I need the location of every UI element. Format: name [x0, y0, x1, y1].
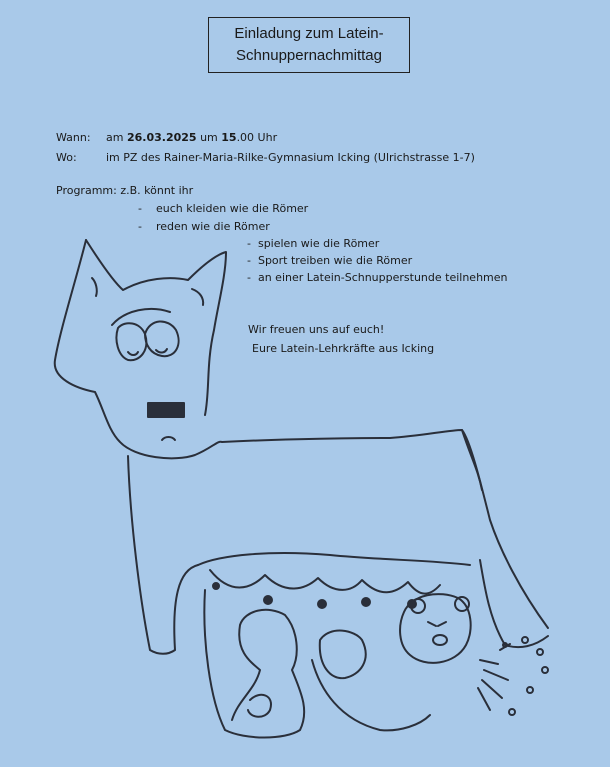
- wolf-nose: [148, 403, 184, 417]
- where-text: im PZ des Rainer-Maria-Rilke-Gymnasium Icking (Ulrichstrasse 1-7): [106, 151, 475, 164]
- closing-line-1: Wir freuen uns auf euch!: [248, 323, 385, 336]
- when-prefix: am: [106, 131, 124, 144]
- program-item-text: Sport treiben wie die Römer: [257, 254, 413, 267]
- program-item: - spielen wie die Römer: [247, 237, 380, 250]
- wolf-left-ear: [86, 240, 226, 415]
- wolf-pupil-right: [156, 349, 167, 353]
- wolf-pupil-left: [128, 352, 138, 355]
- milk-splash: [478, 644, 510, 710]
- event-hour: 15: [221, 131, 237, 144]
- program-label: Programm: z.B. könnt ihr: [56, 184, 194, 197]
- program-item-text: reden wie die Römer: [155, 220, 270, 233]
- wolf-teats: [210, 570, 440, 594]
- program-item: - euch kleiden wie die Römer: [138, 202, 309, 215]
- wolf-tail: [462, 430, 482, 490]
- twin-middle-base: [312, 660, 430, 730]
- twin-right-ear: [455, 597, 469, 611]
- wolf-right-ear-inner: [192, 289, 203, 305]
- program-item: - reden wie die Römer: [138, 220, 270, 233]
- wolf-brow: [112, 309, 170, 325]
- wolf-front-leg: [128, 456, 198, 654]
- wolf-belly: [198, 553, 470, 565]
- title-line-2: Schnuppernachmittag: [236, 47, 382, 64]
- when-label: Wann:: [56, 131, 91, 144]
- where-label: Wo:: [56, 151, 77, 164]
- twin-right-eyes: [428, 622, 446, 626]
- program-item-text: euch kleiden wie die Römer: [155, 202, 309, 215]
- wolf-eye-right: [145, 321, 179, 356]
- event-date: 26.03.2025: [126, 131, 197, 144]
- wolf-left-ear-inner: [92, 278, 97, 296]
- program-item: - an einer Latein-Schnupperstunde teilnehmen: [247, 271, 508, 284]
- program-item: - Sport treiben wie die Römer: [247, 254, 413, 267]
- title-line-1: Einladung zum Latein-: [234, 25, 384, 42]
- closing-line-2: Eure Latein-Lehrkräfte aus Icking: [252, 342, 435, 355]
- wolf-mouth: [162, 437, 175, 440]
- twin-left-arm: [248, 695, 271, 717]
- program-item-text: spielen wie die Römer: [257, 237, 380, 250]
- program-item-text: an einer Latein-Schnupperstunde teilnehmen: [257, 271, 508, 284]
- twin-right-mouth: [433, 635, 447, 645]
- twin-middle: [320, 631, 366, 679]
- when-middle: um: [200, 131, 218, 144]
- when-suffix: .00 Uhr: [236, 131, 278, 144]
